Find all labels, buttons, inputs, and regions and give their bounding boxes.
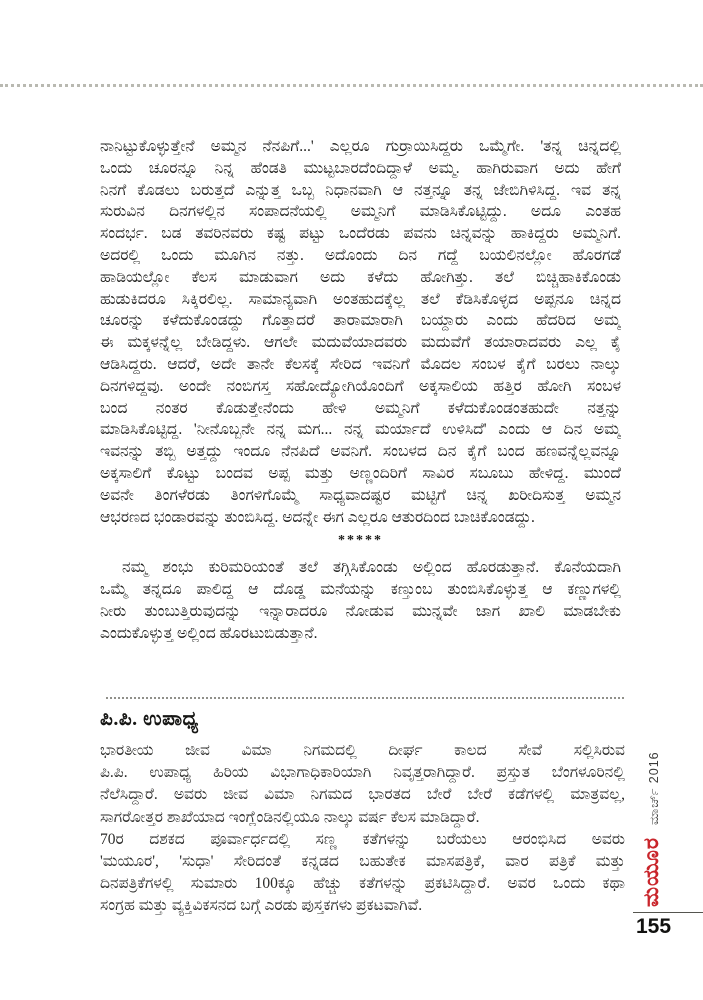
story-line: ಈ ಮಕ್ಕಳನ್ನೆಲ್ಲ ಬೇಡಿದ್ದಳು. ಆಗಲೇ ಮದುವೆಯಾದವರು ಮದುವೆಗೆ ತಯಾರಾದವರು ಎಲ್ಲ ಕೈ [100,334,621,352]
bio-line: 'ಮಯೂರ', 'ಸುಧಾ' ಸೇರಿದಂತೆ ಕನ್ನಡದ ಬಹುತೇಕ ಮಾಸಪತ್ರಿಕೆ, ವಾರ ಪತ್ರಿಕೆ ಮತ್ತು [100,852,625,870]
story-line: ಹುಡುಕಿದರೂ ಸಿಕ್ಕಿರಲಿಲ್ಲ. ಸಾಮಾನ್ಯವಾಗಿ ಅಂತಹುದಕ್ಕೆಲ್ಲ ತಲೆ ಕೆಡಿಸಿಕೊಳ್ಳದ ಅಪ್ಪನೂ ಚಿನ್ನದ [100,290,621,308]
story-line: ಸುರುವಿನ ದಿನಗಳಲ್ಲಿನ ಸಂಪಾದನೆಯಲ್ಲಿ ಅಮ್ಮನಿಗೆ ಮಾಡಿಸಿಕೊಟ್ಟಿದ್ದು. ಅದೂ ಎಂತಹ [100,203,621,221]
story-line: ದಿನಗಳಿದ್ದವು. ಅಂದೇ ನಂಬಿಗಸ್ತ ಸಹೋದ್ಯೋಗಿಯೊಂದಿಗೆ ಅಕ್ಕಸಾಲಿಯ ಹತ್ತಿರ ಹೋಗಿ ಸಂಬಳ [100,377,621,395]
story-line: ನಾನಿಟ್ಟುಕೊಳ್ಳುತ್ತೇನೆ ಅಮ್ಮನ ನೆನಪಿಗೆ...' ಎಲ್ಲರೂ ಗುರ್ರಾಯಿಸಿದ್ದರು ಒಮ್ಮೆಗೇ. 'ತನ್ನ ಚಿನ್ನದಲ್ಲಿ [100,138,621,155]
story-line: ನಮ್ಮ ಶಂಭು ಕುರಿಮರಿಯಂತೆ ತಲೆ ತಗ್ಗಿಸಿಕೊಂಡು ಅಲ್ಲಿಂದ ಹೊರಡುತ್ತಾನೆ. ಕೊನೆಯದಾಗಿ [122,559,621,577]
story-line: ಬಂದ ನಂತರ ಕೊಡುತ್ತೇನೆಂದು ಹೇಳಿ ಅಮ್ಮನಿಗೆ ಕಳೆದುಕೊಂಡಂತಹುದೇ ನತ್ತನ್ನು [100,399,621,417]
bio-line: ಭಾರತೀಯ ಜೀವ ವಿಮಾ ನಿಗಮದಲ್ಲಿ ದೀರ್ಘ ಕಾಲದ ಸೇವೆ ಸಲ್ಲಿಸಿರುವ [100,742,625,759]
story-line: ಇವನನ್ನು ತಬ್ಬಿ ಅತ್ತದ್ದು ಇಂದೂ ನೆನಪಿದೆ ಅವನಿಗೆ. ಸಂಬಳದ ದಿನ ಕೈಗೆ ಬಂದ ಹಣವನ್ನೆಲ್ಲವನ್ನೂ [100,443,621,461]
story-line: ಒಂದು ಚೂರನ್ನೂ ನಿನ್ನ ಹೆಂಡತಿ ಮುಟ್ಟಬಾರದೆಂದಿದ್ದಾಳೆ ಅಮ್ಮ. ಹಾಗಿರುವಾಗ ಅದು ಹೇಗೆ [100,159,621,177]
author-name-heading: ಪಿ.ಪಿ. ಉಪಾಧ್ಯ [100,708,199,730]
magazine-spine-text [639,751,664,907]
story-line: ಎಂದುಕೊಳ್ಳುತ್ತ ಅಲ್ಲಿಂದ ಹೊರಟುಬಿಡುತ್ತಾನೆ. [100,624,318,642]
author-dotted-divider [106,697,624,699]
story-line: ಆಭರಣದ ಭಂಡಾರವನ್ನು ತುಂಬಿಸಿದ್ದ. ಅದನ್ನೇ ಈಗ ಎಲ್ಲರೂ ಆತುರದಿಂದ ಬಾಚಿಕೊಂಡದ್ದು. [100,508,535,526]
story-line: ಒಮ್ಮೆ ತನ್ನದೂ ಪಾಲಿದ್ದ ಆ ದೊಡ್ಡ ಮನೆಯನ್ನು ಕಣ್ತುಂಬ ತುಂಬಿಸಿಕೊಳ್ಳುತ್ತ ಆ ಕಣ್ಣುಗಳಲ್ಲಿ [100,581,621,599]
story-line: ಆಡಿಸಿದ್ದರು. ಆದರೆ, ಅದೇ ತಾನೇ ಕೆಲಸಕ್ಕೆ ಸೇರಿದ ಇವನಿಗೆ ಮೊದಲ ಸಂಬಳ ಕೈಗೆ ಬರಲು ನಾಲ್ಕು [100,355,621,373]
bio-line: ನೆಲೆಸಿದ್ದಾರೆ. ಅವರು ಜೀವ ವಿಮಾ ನಿಗಮದ ಭಾರತದ ಬೇರೆ ಬೇರೆ ಕಡೆಗಳಲ್ಲಿ ಮಾತ್ರವಲ್ಲ, [100,786,625,804]
story-line: ಅಕ್ಕಸಾಲಿಗೆ ಕೊಟ್ಟು ಬಂದವ ಅಪ್ಪ ಮತ್ತು ಅಣ್ಣಂದಿರಿಗೆ ಸಾವಿರ ಸಬೂಬು ಹೇಳಿದ್ದ. ಮುಂದೆ [100,464,621,482]
bio-line: ಪಿ.ಪಿ. ಉಪಾಧ್ಯ ಹಿರಿಯ ವಿಭಾಗಾಧಿಕಾರಿಯಾಗಿ ನಿವೃತ್ತರಾಗಿದ್ದಾರೆ. ಪ್ರಸ್ತುತ ಬೆಂಗಳೂರಿನಲ್ಲಿ [100,764,625,782]
page-number-rule [633,912,703,913]
story-line: ನಿನಗೆ ಕೊಡಲು ಬರುತ್ತದೆ ಎನ್ನುತ್ತ ಒಬ್ಬ ನಿಧಾನವಾಗಿ ಆ ನತ್ತನ್ನೂ ತನ್ನ ಜೇಬಿಗಿಳಿಸಿದ್ದ. ಇವ ತನ್ನ [100,181,621,199]
bio-line: ದಿನಪತ್ರಿಕೆಗಳಲ್ಲಿ ಸುಮಾರು 100ಕ್ಕೂ ಹೆಚ್ಚು ಕತೆಗಳನ್ನು ಪ್ರಕಟಿಸಿದ್ದಾರೆ. ಅವರ ಒಂದು ಕಥಾ [100,875,625,893]
magazine-title: ಮಯೂರ [639,837,663,907]
bio-line: ಸಂಗ್ರಹ ಮತ್ತು ವ್ಯಕ್ತಿವಿಕಸನದ ಬಗ್ಗೆ ಎರಡು ಪುಸ್ತಕಗಳು ಪ್ರಕಟವಾಗಿವೆ. [100,897,423,915]
author-section [100,697,625,918]
story-line: ಸಂದರ್ಭ. ಬಡ ತವರಿನವರು ಕಷ್ಟ ಪಟ್ಟು ಒಂದೆರಡು ಪವನು ಚಿನ್ನವನ್ನು ಹಾಕಿದ್ದರು ಅಮ್ಮನಿಗೆ. [100,225,621,243]
story-line: ಚೂರನ್ನು ಕಳೆದುಕೊಂಡದ್ದು ಗೊತ್ತಾದರೆ ತಾರಾಮಾರಾಗಿ ಬಯ್ದಾರು ಎಂದು ಹೆದರಿದ ಅಮ್ಮ [100,312,621,330]
author-bio [100,740,625,918]
story-text [100,136,621,645]
story-line: ಅದರಲ್ಲಿ ಒಂದು ಮೂಗಿನ ನತ್ತು. ಅದೊಂದು ದಿನ ಗದ್ದೆ ಬಯಲಿನಲ್ಲೋ ಹೊರಗಡೆ [100,246,621,264]
story-line: ಅವನೇ ತಿಂಗಳೆರಡು ತಿಂಗಳಿಗೊಮ್ಮೆ ಸಾಧ್ಯವಾದಷ್ಟರ ಮಟ್ಟಿಗೆ ಚಿನ್ನ ಖರೀದಿಸುತ್ತ ಅಮ್ಮನ [100,486,621,504]
story-line: ಮಾಡಿಸಿಕೊಟ್ಟಿದ್ದ. 'ನೀನೊಬ್ಬನೇ ನನ್ನ ಮಗ... ನನ್ನ ಮರ್ಯಾದೆ ಉಳಿಸಿದೆ' ಎಂದು ಆ ದಿನ ಅಮ್ಮ [100,421,621,439]
story-line: ನೀರು ತುಂಬುತ್ತಿರುವುದನ್ನು ಇನ್ನಾರಾದರೂ ನೋಡುವ ಮುನ್ನವೇ ಜಾಗ ಖಾಲಿ ಮಾಡಬೇಕು [100,602,621,620]
story-line: ಹಾಡಿಯಲ್ಲೋ ಕೆಲಸ ಮಾಡುವಾಗ ಅದು ಕಳೆದು ಹೋಗಿತ್ತು. ತಲೆ ಬಿಚ್ಚಿಹಾಕಿಕೊಂಡು [100,268,621,286]
bio-line: 70ರ ದಶಕದ ಪೂರ್ವಾರ್ಧದಲ್ಲಿ ಸಣ್ಣ ಕತೆಗಳನ್ನು ಬರೆಯಲು ಆರಂಭಿಸಿದ ಅವರು [100,830,625,848]
asterisk-separator: ***** [338,533,383,549]
bio-line: ಸಾಗರೋತ್ತರ ಶಾಖೆಯಾದ ಇಂಗ್ಲೆಂಡಿನಲ್ಲಿಯೂ ನಾಲ್ಕು ವರ್ಷ ಕೆಲಸ ಮಾಡಿದ್ದಾರೆ. [100,808,480,826]
page-number: 155 [636,915,672,938]
issue-date: ಮಾರ್ಚ್ 2016 [647,751,661,826]
top-dotted-divider [0,84,703,87]
